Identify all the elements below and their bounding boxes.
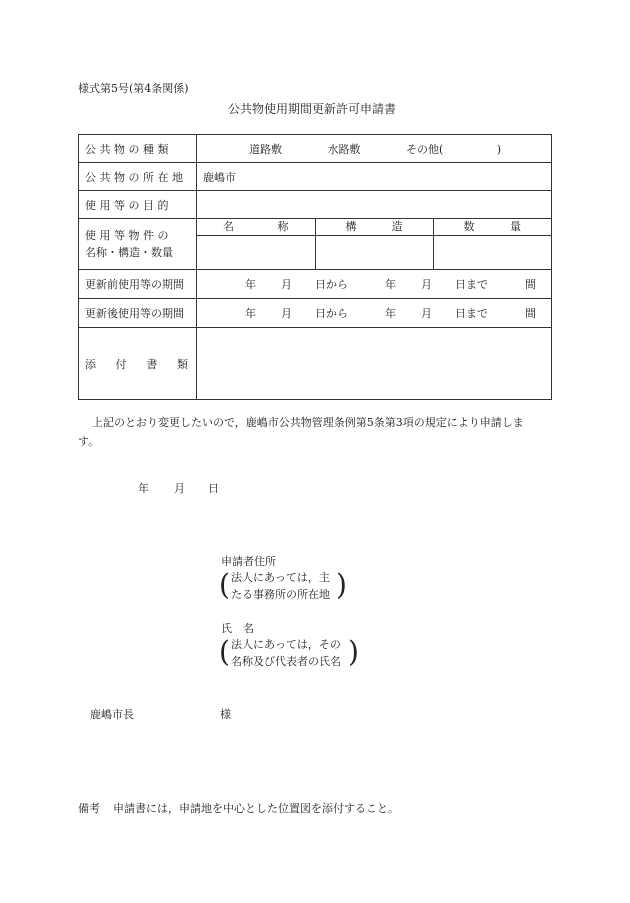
addressee-honorific: 様 (220, 708, 231, 721)
address-note (219, 567, 347, 603)
cell-item-quantity (433, 236, 551, 270)
purpose-value (197, 191, 552, 219)
row-period-before (79, 270, 552, 299)
date-day: 日 (208, 482, 219, 495)
period-before-month1: 月 (281, 278, 292, 291)
name-note-line2: 名称及び代表者の氏名 (231, 655, 341, 668)
statement-line1: 上記のとおり変更したいので，鹿嶋市公共物管理条例第5条第3項の規定により申請しま (92, 416, 524, 429)
period-after-from: 日から (315, 307, 348, 320)
cell-period-after (197, 299, 552, 328)
label-items-line2: 名称・構造・数量 (85, 246, 173, 259)
cell-attachments (197, 328, 552, 400)
date-month: 月 (174, 482, 185, 495)
label-period-before: 更新前使用等の期間 (79, 270, 197, 299)
label-items (79, 219, 197, 270)
remarks-text: 申請書には，申請地を中心とした位置図を添付すること。 (113, 802, 399, 815)
page-title: 公共物使用期間更新許可申請書 (228, 102, 397, 116)
applicant-name-label: 氏 名 (221, 622, 254, 635)
period-after-month2: 月 (421, 307, 432, 320)
cell-item-name (197, 236, 315, 270)
label-location: 公 共 物 の 所 在 地 (79, 163, 197, 191)
period-after-year2: 年 (385, 307, 396, 320)
location-value: 鹿嶋市 (197, 163, 552, 191)
label-public-property-type: 公 共 物 の 種 類 (79, 135, 197, 163)
row-period-after (79, 299, 552, 328)
items-subtable (197, 219, 551, 269)
row-purpose (79, 191, 552, 219)
period-before-year1: 年 (245, 278, 256, 291)
cell-item-structure (315, 236, 433, 270)
address-note-line2: たる事務所の所在地 (231, 588, 330, 601)
period-after-month1: 月 (281, 307, 292, 320)
date-year: 年 (138, 482, 149, 495)
address-note-close-bracket: ) (336, 567, 347, 602)
label-purpose: 使 用 等 の 目 的 (79, 191, 197, 219)
option-waterway: 水路敷 (327, 142, 361, 156)
period-after-duration: 間 (525, 307, 536, 320)
row-public-property-type (79, 135, 552, 163)
name-note (219, 634, 359, 670)
addressee-name: 鹿嶋市長 (90, 708, 134, 721)
remarks-label: 備考 (78, 802, 100, 815)
cell-public-property-type (197, 135, 552, 163)
col-header-name: 名 称 (197, 219, 315, 236)
applicant-address-label: 申請者住所 (221, 555, 276, 568)
address-note-open-bracket: ( (219, 567, 230, 602)
cell-items (197, 219, 552, 270)
period-before-year2: 年 (385, 278, 396, 291)
period-before-duration: 間 (525, 278, 536, 291)
option-road: 道路敷 (249, 142, 282, 156)
period-before-from: 日から (315, 278, 348, 291)
period-before-month2: 月 (421, 278, 432, 291)
label-period-after: 更新後使用等の期間 (79, 299, 197, 328)
option-other-close: ) (496, 142, 502, 156)
label-attachments: 添 付 書 類 (79, 328, 197, 400)
col-header-quantity: 数 量 (433, 219, 551, 236)
address-note-line1: 法人にあっては，主 (231, 571, 330, 584)
cell-period-before (197, 270, 552, 299)
form-number: 様式第5号(第4条関係) (78, 82, 189, 95)
statement-line2: す。 (78, 435, 100, 448)
name-note-line1: 法人にあっては，その (231, 638, 341, 651)
period-after-until: 日まで (455, 307, 488, 320)
name-note-close-bracket: ) (348, 634, 359, 669)
label-items-line1: 使 用 等 物 件 の (85, 229, 169, 242)
option-other: その他( (406, 142, 444, 156)
col-header-structure: 構 造 (315, 219, 433, 236)
name-note-open-bracket: ( (219, 634, 230, 669)
row-items (79, 219, 552, 270)
row-location (79, 163, 552, 191)
application-form-table (78, 134, 552, 400)
row-attachments (79, 328, 552, 400)
period-after-year1: 年 (245, 307, 256, 320)
period-before-until: 日まで (455, 278, 488, 291)
